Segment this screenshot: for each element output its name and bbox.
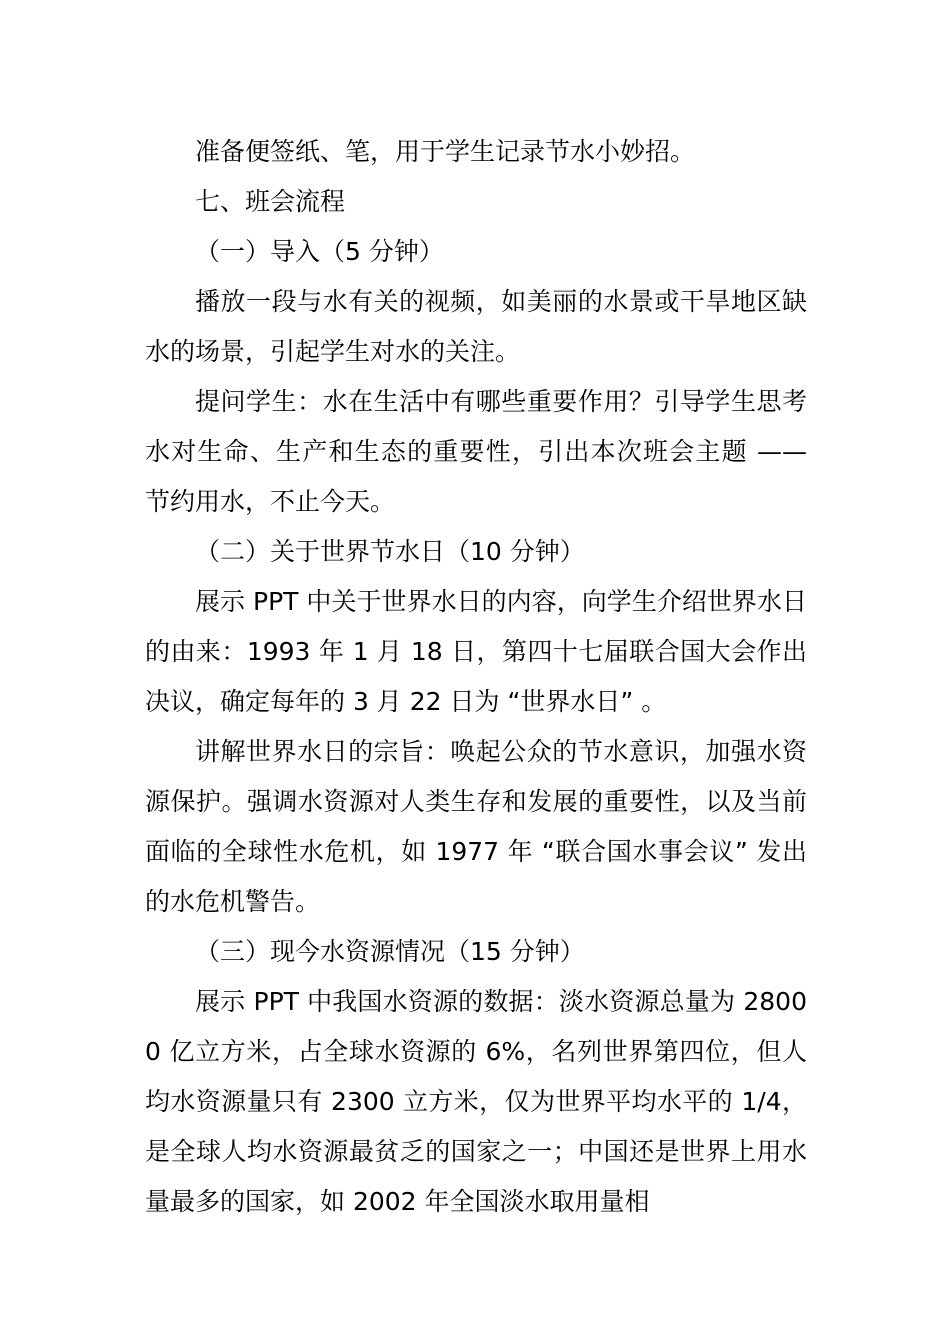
paragraph-water-resources-data: 展示 PPT 中我国水资源的数据：淡水资源总量为 28000 亿立方米，占全球水资源的 6%，名列世界第四位，但人均水资源量只有 2300 立方米，仅为世界平均水平的 1/4，是全球人均水资源最贫乏的国家之一；中国还是世界上用水量最多的国家，如 2002 年全国淡水取用量相 — [145, 987, 807, 1216]
paragraph-materials: 准备便签纸、笔，用于学生记录节水小妙招。 — [195, 137, 696, 166]
subheading-world-water-day: （二）关于世界节水日（10 分钟） — [195, 537, 585, 566]
subheading-introduction: （一）导入（5 分钟） — [195, 237, 444, 266]
paragraph-ask-students: 提问学生：水在生活中有哪些重要作用？引导学生思考水对生命、生产和生态的重要性，引出本次班会主题 —— 节约用水，不止今天。 — [145, 387, 807, 516]
paragraph-play-video: 播放一段与水有关的视频，如美丽的水景或干旱地区缺水的场景，引起学生对水的关注。 — [145, 287, 807, 366]
paragraph-world-water-day-origin: 展示 PPT 中关于世界水日的内容，向学生介绍世界水日的由来：1993 年 1 月 18 日，第四十七届联合国大会作出决议，确定每年的 3 月 22 日为 “世界水日” 。 — [145, 587, 807, 716]
document-body — [145, 127, 807, 1227]
subheading-water-resources: （三）现今水资源情况（15 分钟） — [195, 937, 585, 966]
section-heading-class-flow: 七、班会流程 — [195, 187, 346, 216]
paragraph-world-water-day-purpose: 讲解世界水日的宗旨：唤起公众的节水意识，加强水资源保护。强调水资源对人类生存和发展的重要性，以及当前面临的全球性水危机，如 1977 年 “联合国水事会议” 发出的水危机警告。 — [145, 737, 807, 916]
